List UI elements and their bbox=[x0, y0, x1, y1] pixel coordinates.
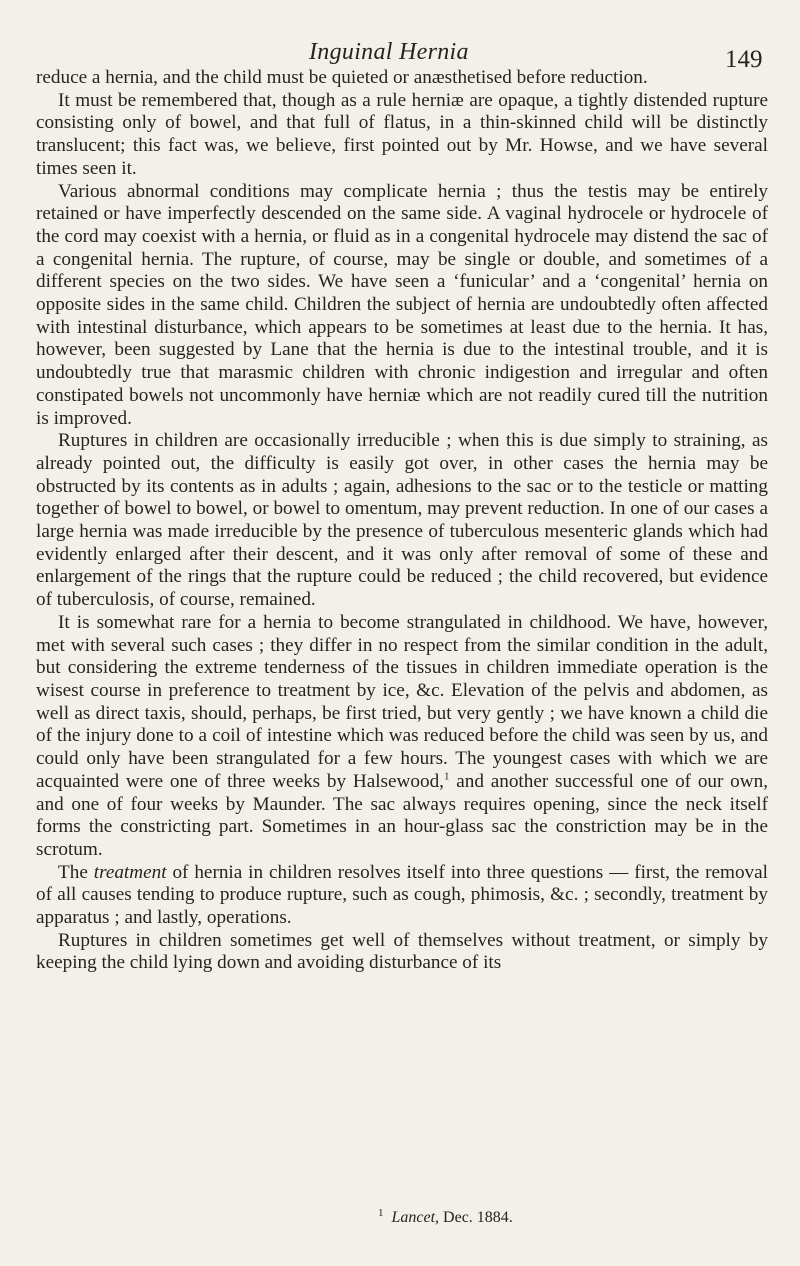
treatment-rest: of hernia in children resolves itself into three questions — first, the removal of all causes tending to produce rupture, such as cough, phimosis, &c. ; secondly, treatment by apparatus ; and lastly, operations. bbox=[36, 861, 768, 929]
footnote-reference: 1 bbox=[443, 770, 450, 783]
paragraph-irreducible-ruptures: Ruptures in children are occasionally irreducible ; when this is due simply to straining, as already pointed out, the difficulty is easily got over, in other cases the hernia may be obstructed by its contents as in adults ; again, adhesions to the sac or to the testicle or matting together of bowel to bowel, or bowel to omentum, may prevent reduction. In one of our cases a large hernia was made irreducible by the presence of tuberculous mesenteric glands which had evidently enlarged after their descent, and it was only after removal of some of these and enlargement of the rings that the rupture could be reduced ; the child recovered, but evidence of tuberculosis, of course, remained. bbox=[36, 430, 768, 611]
paragraph-translucency: It must be remembered that, though as a rule herniæ are opaque, a tightly distended rupture consisting only of bowel, and that full of flatus, in a thin-skinned child will be distinctly translucent; this fact was, we believe, first pointed out by Mr. Howse, and we have several times seen it. bbox=[36, 89, 768, 179]
footnote-source: Lancet, bbox=[391, 1209, 440, 1226]
body-text bbox=[36, 67, 768, 975]
footnote bbox=[378, 1208, 513, 1228]
running-title: Inguinal Hernia bbox=[309, 39, 469, 65]
footnote-date: Dec. 1884. bbox=[439, 1209, 513, 1226]
page-number: 149 bbox=[725, 46, 763, 73]
treatment-lead: The bbox=[58, 861, 94, 883]
strangulation-text-a: It is somewhat rare for a hernia to become strangulated in childhood. We have, however, met with several such cases ; they differ in no respect from the similar condition in the adult, but considering the extreme tenderness of the tissues in children immediate operation is the wisest course in preference to treatment by ice, &c. Elevation of the pelvis and abdomen, as well as direct taxis, should, perhaps, be first tried, but very gently ; we have known a child die of the injury done to a coil of intestine which was reduced before the child was seen by us, and could only have been strangulated for a few hours. The youngest cases with which we are acquainted were one of three weeks by Halsewood, bbox=[36, 611, 768, 792]
strangulation-text-b: and another successful one of our own, and one of four weeks by Maunder. The sac always requires opening, since the neck itself forms the constricting part. Sometimes in an hour-glass sac the constriction may be in the scrotum. bbox=[36, 770, 768, 860]
paragraph-abnormal-conditions: Various abnormal conditions may complicate hernia ; thus the testis may be entirely retained or have imperfectly descended on the same side. A vaginal hydrocele or hydrocele of the cord may coexist with a hernia, or fluid as in a congenital hydrocele may distend the sac of a congenital hernia. The rupture, of course, may be single or double, and sometimes of a different species on the two sides. We have seen a ‘funicular’ and a ‘congenital’ hernia on opposite sides in the same child. Children the subject of hernia are undoubtedly often affected with intestinal disturbance, which appears to be sometimes at least due to the hernia. It has, however, been suggested by Lane that the hernia is due to the intestinal trouble, and it is undoubtedly true that marasmic children with chronic indigestion and irregular and often constipated bowels not uncommonly have herniæ which are not readily cured till the nutrition is improved. bbox=[36, 180, 768, 429]
footnote-mark: 1 bbox=[378, 1206, 384, 1219]
paragraph-treatment bbox=[36, 862, 768, 930]
treatment-emphasis: treatment bbox=[93, 861, 167, 883]
paragraph-strangulation bbox=[36, 612, 768, 862]
paragraph-spontaneous-cure: Ruptures in children sometimes get well of themselves without treatment, or simply by keeping the child lying down and avoiding disturbance of its bbox=[36, 929, 768, 974]
paragraph-continued: reduce a hernia, and the child must be quieted or anæsthetised before reduction. bbox=[36, 67, 648, 88]
